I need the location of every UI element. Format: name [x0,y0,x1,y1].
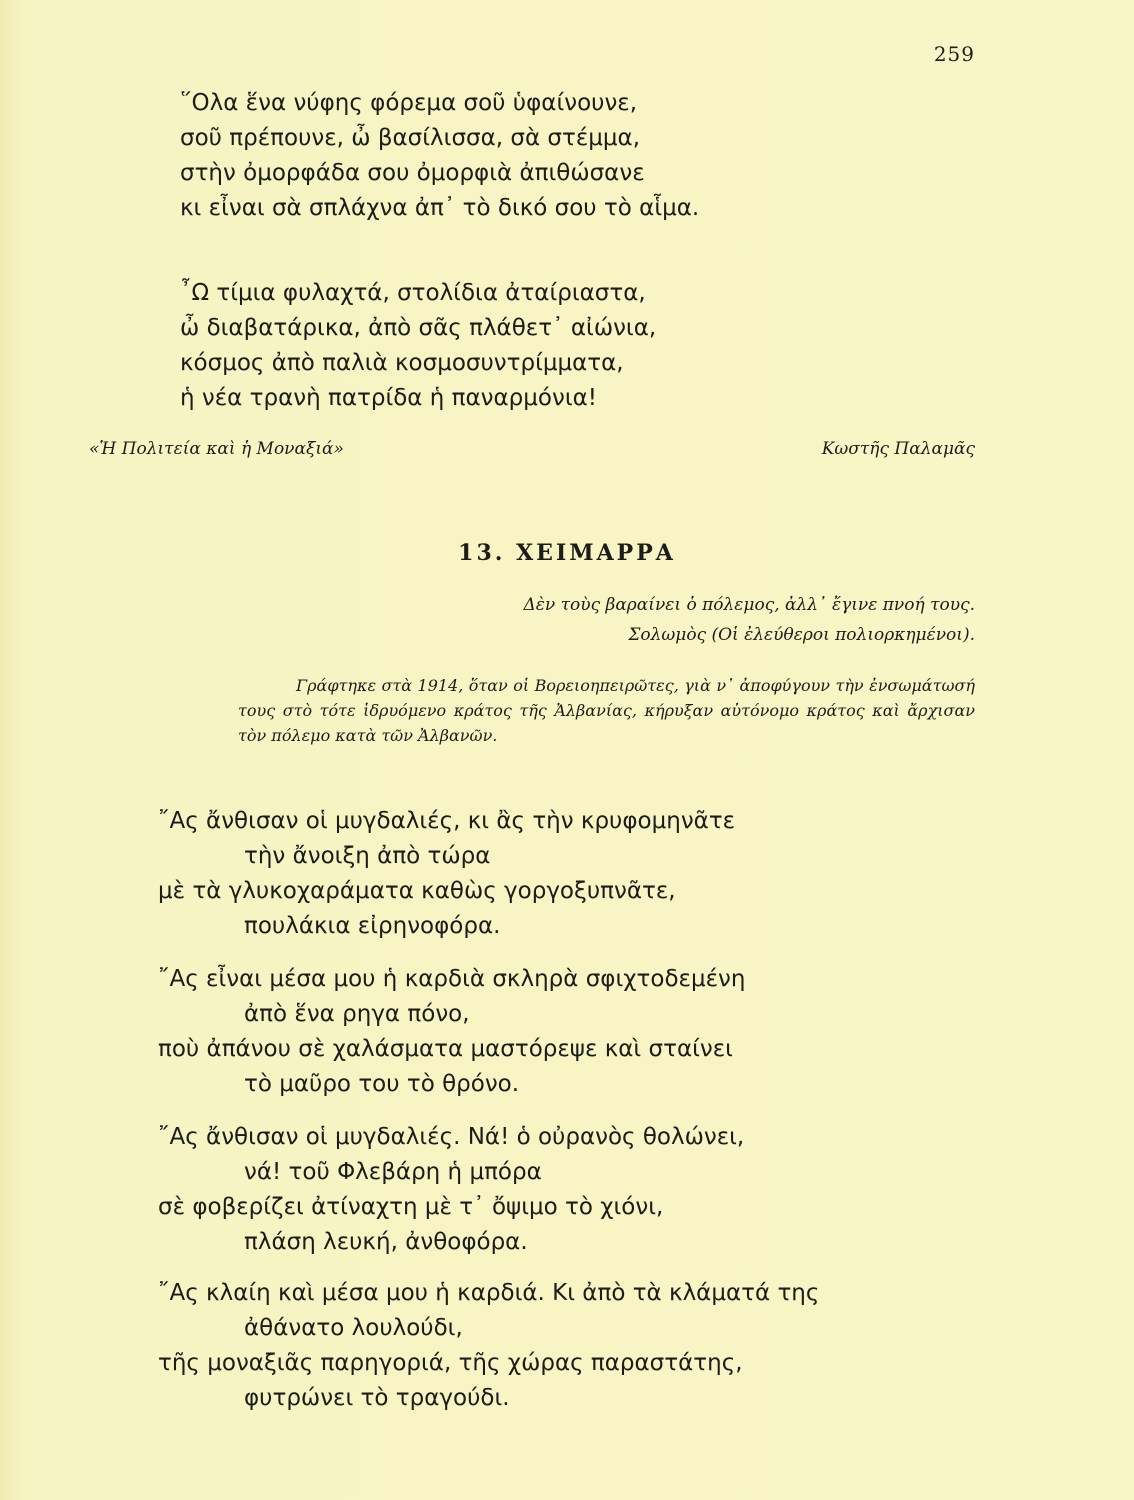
poem-line-indented: φυτρώνει τὸ τραγούδι. [244,1385,510,1411]
previous-poem-stanza-1 [180,86,699,226]
poem-line: σὲ φοβερίζει ἀτίναχτη μὲ τ᾽ ὄψιμο τὸ χιόνι, [158,1194,664,1220]
epigraph-text: Δὲν τοὺς βαραίνει ὁ πόλεμος, ἀλλ᾽ ἔγινε πνοή τους. [523,595,975,615]
poem-stanza-4 [158,1276,819,1416]
poem-line: σοῦ πρέπουνε, ὦ βασίλισσα, σὰ στέμμα, [180,125,641,151]
previous-poem-stanza-2 [180,276,656,416]
poem-stanza-1 [158,804,735,944]
poem-line-indented: ἀπὸ ἕνα ρηγα πόνο, [244,1001,470,1027]
poem-line-indented: τὴν ἄνοιξη ἀπὸ τώρα [244,843,491,869]
epigraph [480,590,975,650]
poem-line-indented: τὸ μαῦρο του τὸ θρόνο. [244,1071,520,1097]
historical-note-text: Γράφτηκε στὰ 1914, ὅταν οἱ Βορειοηπειρῶτες, γιὰ ν᾽ ἀποφύγουν τὴν ἐνσωμάτωσή τους στὸ τότε ἱδρυόμενο κράτος τῆς Ἀλβανίας, κήρυξαν αὐτόνομο κράτος καὶ ἄρχισαν τὸν πόλεμο κατὰ τῶν Ἀλβανῶν. [238,676,975,745]
poem-line: ῎Ας κλαίη καὶ μέσα μου ἡ καρδιά. Κι ἀπὸ τὰ κλάματά της [158,1280,820,1306]
page-number: 259 [933,42,975,66]
poem-line: ῏Ω τίμια φυλαχτά, στολίδια ἀταίριαστα, [180,280,646,306]
previous-poem-author: Κωστῆς Παλαμᾶς [821,439,975,459]
poem-line: ὦ διαβατάρικα, ἀπὸ σᾶς πλάθετ᾽ αἰώνια, [180,315,657,341]
poem-line: ῎Ας εἶναι μέσα μου ἡ καρδιὰ σκληρὰ σφιχτοδεμένη [158,966,746,992]
historical-note [238,673,975,748]
poem-line-indented: πλάση λευκή, ἀνθοφόρα. [244,1229,528,1255]
poem-line: ῞Ολα ἕνα νύφης φόρεμα σοῦ ὑφαίνουνε, [180,90,638,116]
poem-line-indented: πουλάκια εἰρηνοφόρα. [244,913,501,939]
previous-poem-source: «Ἡ Πολιτεία καὶ ἡ Μοναξιά» [89,439,344,459]
poem-line: μὲ τὰ γλυκοχαράματα καθὼς γοργοξυπνᾶτε, [158,878,676,904]
poem-stanza-2 [158,962,745,1102]
poem-line: ῎Ας ἄνθισαν οἱ μυγδαλιές. Νά! ὁ οὐρανὸς θολώνει, [158,1124,745,1150]
poem-line: ποὺ ἀπάνου σὲ χαλάσματα μαστόρεψε καὶ σταίνει [158,1036,733,1062]
poem-line: ἡ νέα τρανὴ πατρίδα ἡ παναρμόνια! [180,385,597,411]
poem-line-indented: νά! τοῦ Φλεβάρη ἡ μπόρα [244,1159,542,1185]
poem-stanza-3 [158,1120,744,1260]
poem-line: κι εἶναι σὰ σπλάχνα ἀπ᾽ τὸ δικό σου τὸ αἷμα. [180,195,700,221]
poem-line: στὴν ὀμορφάδα σου ὀμορφιὰ ἀπιθώσανε [180,160,645,186]
poem-line: κόσμος ἀπὸ παλιὰ κοσμοσυντρίμματα, [180,350,624,376]
poem-line: ῎Ας ἄνθισαν οἱ μυγδαλιές, κι ἂς τὴν κρυφομηνᾶτε [158,808,736,834]
poem-title: 13. ΧΕΙΜΑΡΡΑ [458,540,676,566]
epigraph-source: Σολωμὸς (Οἱ ἐλεύθεροι πολιορκημένοι). [628,625,975,645]
poem-line: τῆς μοναξιᾶς παρηγοριά, τῆς χώρας παραστάτης, [158,1350,743,1376]
poem-line-indented: ἀθάνατο λουλούδι, [244,1315,463,1341]
